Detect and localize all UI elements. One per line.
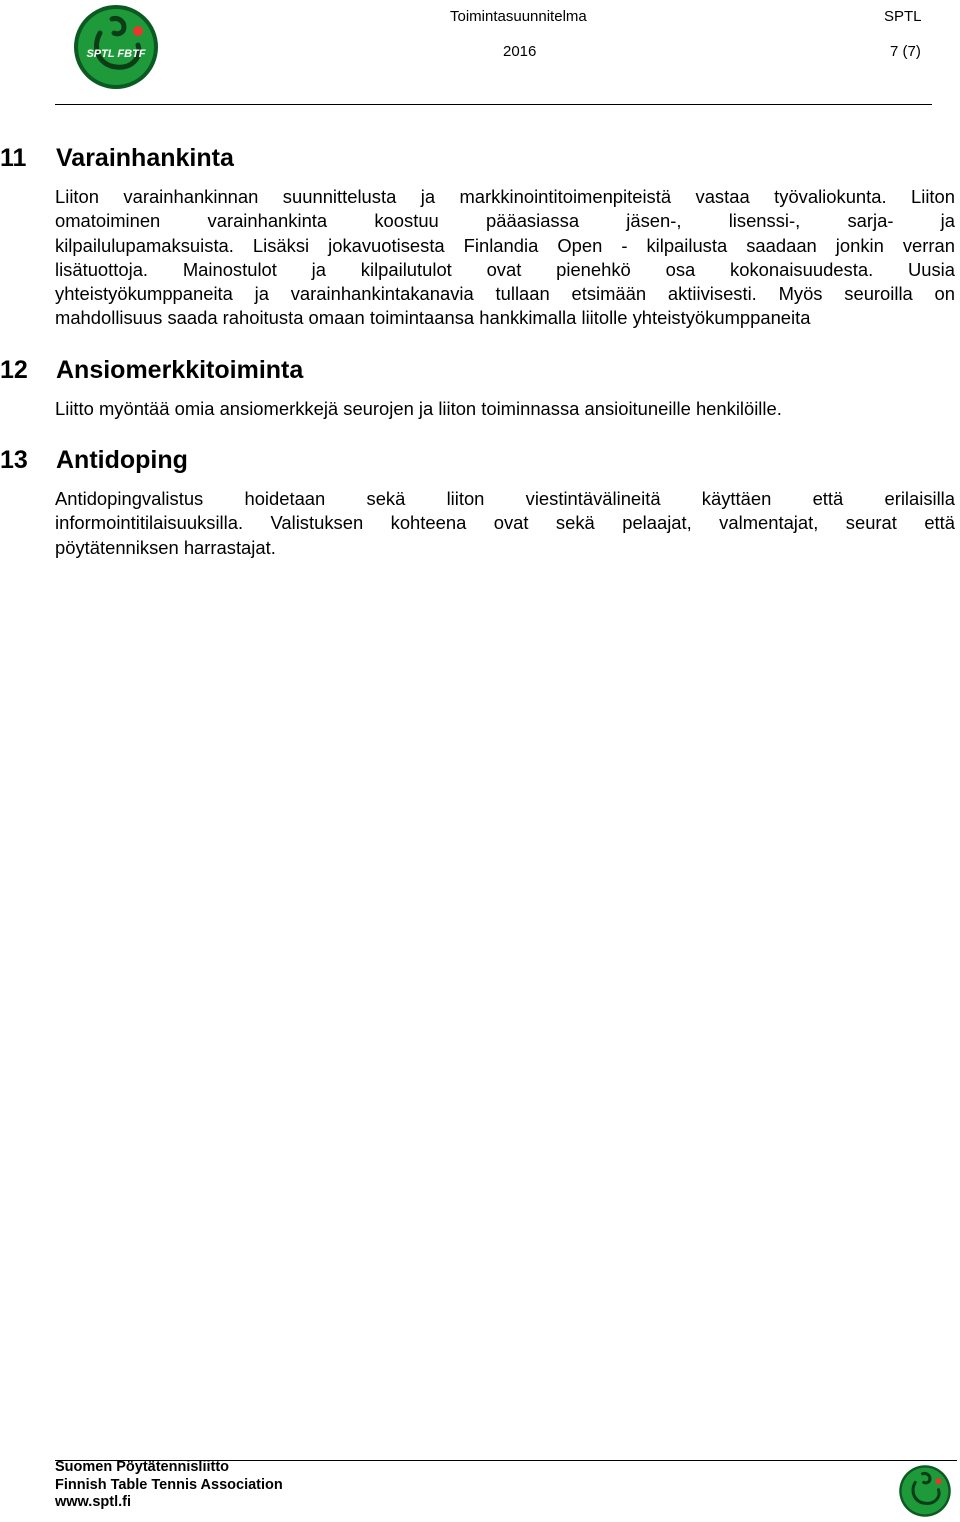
paragraph-line: lisätuottoja. Mainostulot ja kilpailutulot ovat pienehkö osa kokonaisuudesta. Uusia xyxy=(55,258,955,280)
sptl-logo-footer xyxy=(898,1464,952,1518)
header-org: SPTL xyxy=(884,8,922,25)
section-number: 11 xyxy=(0,144,27,172)
paragraph-line: Liitto myöntää omia ansiomerkkejä seurojen ja liiton toiminnassa ansioituneille henkilöille. xyxy=(55,398,782,419)
paragraph-line: Antidopingvalistus hoidetaan sekä liiton viestintävälineitä käyttäen että erilaisilla xyxy=(55,488,955,509)
section-heading-11 xyxy=(0,143,234,173)
paragraph-line: pöytätenniksen harrastajat. xyxy=(55,536,276,558)
sptl-logo-header xyxy=(72,3,160,91)
footer-website: www.sptl.fi xyxy=(55,1494,131,1510)
paragraph-line: omatoiminen varainhankinta koostuu pääasiassa jäsen-, lisenssi-, sarja- ja xyxy=(55,210,955,232)
footer xyxy=(55,1459,283,1512)
paragraph-line: mahdollisuus saada rahoitusta omaan toimintaansa hankkimalla liitolle yhteistyökumppaneita xyxy=(55,307,811,329)
paragraph-line: informointitilaisuuksilla. Valistuksen kohteena ovat sekä pelaajat, valmentajat, seurat että xyxy=(55,512,955,534)
section-title: Varainhankinta xyxy=(56,144,234,172)
section-11-paragraph xyxy=(55,185,955,331)
section-heading-12 xyxy=(0,355,303,385)
section-13-paragraph xyxy=(55,487,955,560)
header-page-number: 7 (7) xyxy=(890,43,921,60)
paragraph-line: kilpailulupamaksuista. Lisäksi jokavuotisesta Finlandia Open - kilpailusta saadaan jonkin verran xyxy=(55,234,955,256)
header-doc-title: Toimintasuunnitelma xyxy=(450,8,587,25)
section-heading-13 xyxy=(0,445,188,475)
logo-text: SPTL FBTF xyxy=(86,48,146,60)
header-year: 2016 xyxy=(503,43,537,60)
footer-org-name-fi: Suomen Pöytätennisliitto xyxy=(55,1459,230,1475)
paragraph-line: yhteistyökumppaneita ja varainhankintakanavia tullaan etsimään aktiivisesti. Myös seuroilla on xyxy=(55,283,955,305)
section-title: Antidoping xyxy=(56,446,188,474)
header-rule xyxy=(55,104,932,105)
section-number: 12 xyxy=(0,356,28,384)
footer-org-name-en: Finnish Table Tennis Association xyxy=(55,1476,283,1493)
paragraph-line: Liiton varainhankinnan suunnittelusta ja markkinointitoimenpiteistä vastaa työvaliokunta. Liiton xyxy=(55,186,955,207)
section-number: 13 xyxy=(0,446,28,474)
section-title: Ansiomerkkitoiminta xyxy=(56,356,304,384)
section-12-paragraph xyxy=(55,397,955,421)
